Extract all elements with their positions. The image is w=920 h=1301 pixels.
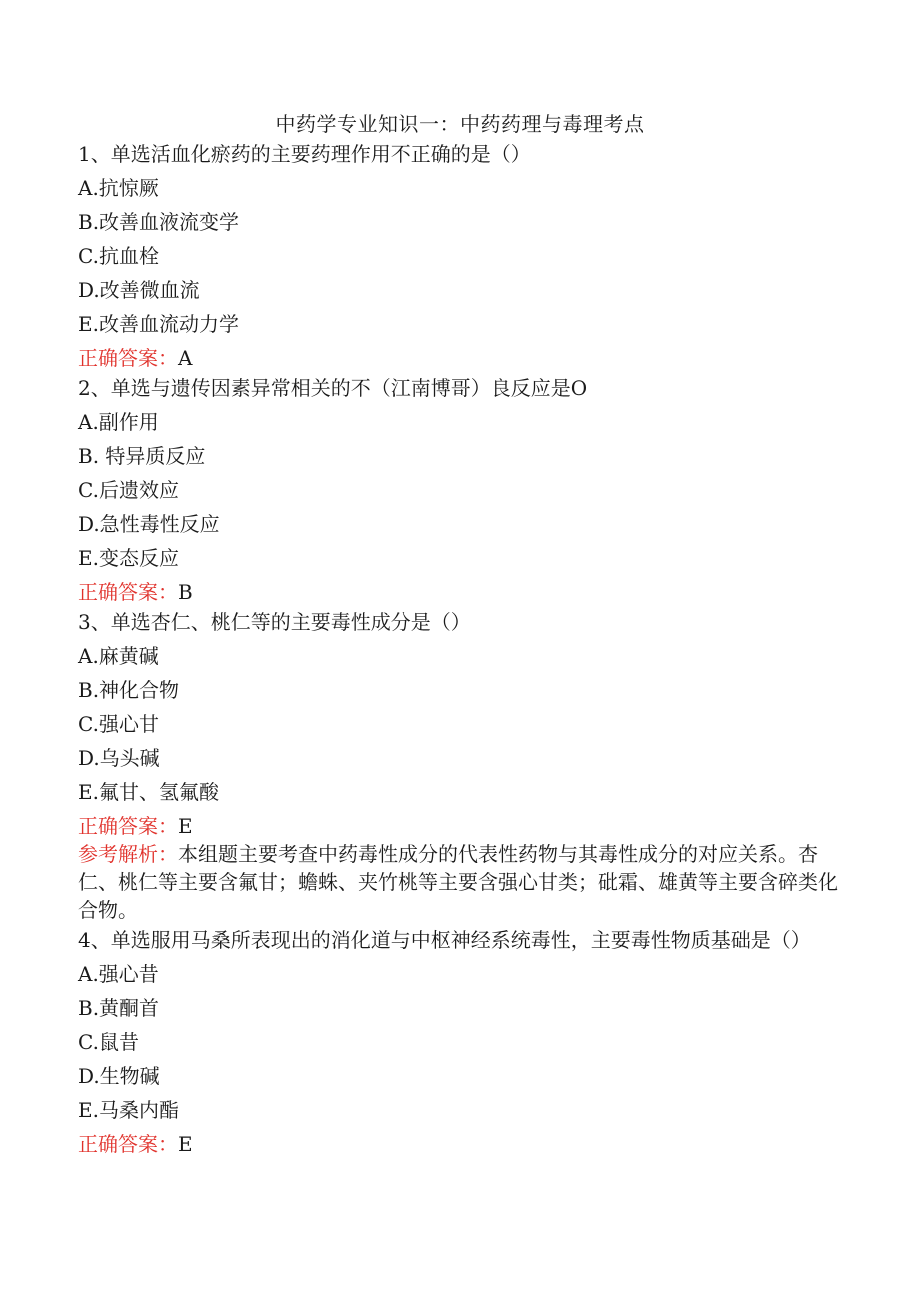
- answer-value: E: [178, 1132, 193, 1156]
- question-2: [78, 374, 838, 606]
- option-c: C.抗血栓: [78, 244, 159, 268]
- option-e: E.马桑内酯: [78, 1098, 179, 1122]
- option-e: E.氟甘、氢氟酸: [78, 780, 219, 804]
- answer-label: 正确答案：: [78, 1132, 178, 1156]
- correct-answer: [78, 1130, 838, 1158]
- option-a: A.副作用: [78, 410, 159, 434]
- option-c: C.鼠昔: [78, 1030, 139, 1054]
- option-b: B.改善血液流变学: [78, 210, 240, 234]
- option-b: B.神化合物: [78, 678, 180, 702]
- question-list: [78, 140, 838, 1160]
- option-d: D.生物碱: [78, 1064, 160, 1088]
- option-e: E.变态反应: [78, 546, 179, 570]
- answer-label: 正确答案：: [78, 346, 178, 370]
- page-title: 中药学专业知识一：中药药理与毒理考点: [275, 112, 645, 136]
- option-e: E.改善血流动力学: [78, 312, 239, 336]
- analysis-text: 本组题主要考查中药毒性成分的代表性药物与其毒性成分的对应关系。杏仁、桃仁等主要含氟甘；蟾蛛、夹竹桃等主要含强心甘类；砒霜、雄黄等主要含碎类化合物。: [78, 842, 838, 922]
- answer-label: 正确答案：: [78, 580, 178, 604]
- correct-answer: [78, 344, 838, 372]
- option-b: B. 特异质反应: [78, 444, 206, 468]
- option-d: D.改善微血流: [78, 278, 200, 302]
- answer-value: E: [178, 814, 193, 838]
- question-stem: 4、单选服用马桑所表现出的消化道与中枢神经系统毒性，主要毒性物质基础是（）: [78, 928, 811, 952]
- question-3: [78, 608, 838, 924]
- question-stem: 2、单选与遗传因素异常相关的不（江南博哥）良反应是O: [78, 376, 588, 400]
- reference-analysis: [78, 840, 838, 924]
- analysis-label: 参考解析：: [78, 842, 178, 866]
- correct-answer: [78, 578, 838, 606]
- question-4: [78, 926, 838, 1158]
- answer-label: 正确答案：: [78, 814, 178, 838]
- option-a: A.麻黄碱: [78, 644, 159, 668]
- option-b: B.黄酮首: [78, 996, 160, 1020]
- option-c: C.强心甘: [78, 712, 159, 736]
- question-stem: 3、单选杏仁、桃仁等的主要毒性成分是（）: [78, 610, 471, 634]
- answer-value: A: [178, 346, 193, 370]
- option-c: C.后遗效应: [78, 478, 179, 502]
- question-1: [78, 140, 838, 372]
- correct-answer: [78, 812, 838, 840]
- answer-value: B: [178, 580, 193, 604]
- option-d: D.乌头碱: [78, 746, 160, 770]
- option-a: A.抗惊厥: [78, 176, 159, 200]
- question-stem: 1、单选活血化瘀药的主要药理作用不正确的是（）: [78, 142, 531, 166]
- option-d: D.急性毒性反应: [78, 512, 220, 536]
- option-a: A.强心昔: [78, 962, 159, 986]
